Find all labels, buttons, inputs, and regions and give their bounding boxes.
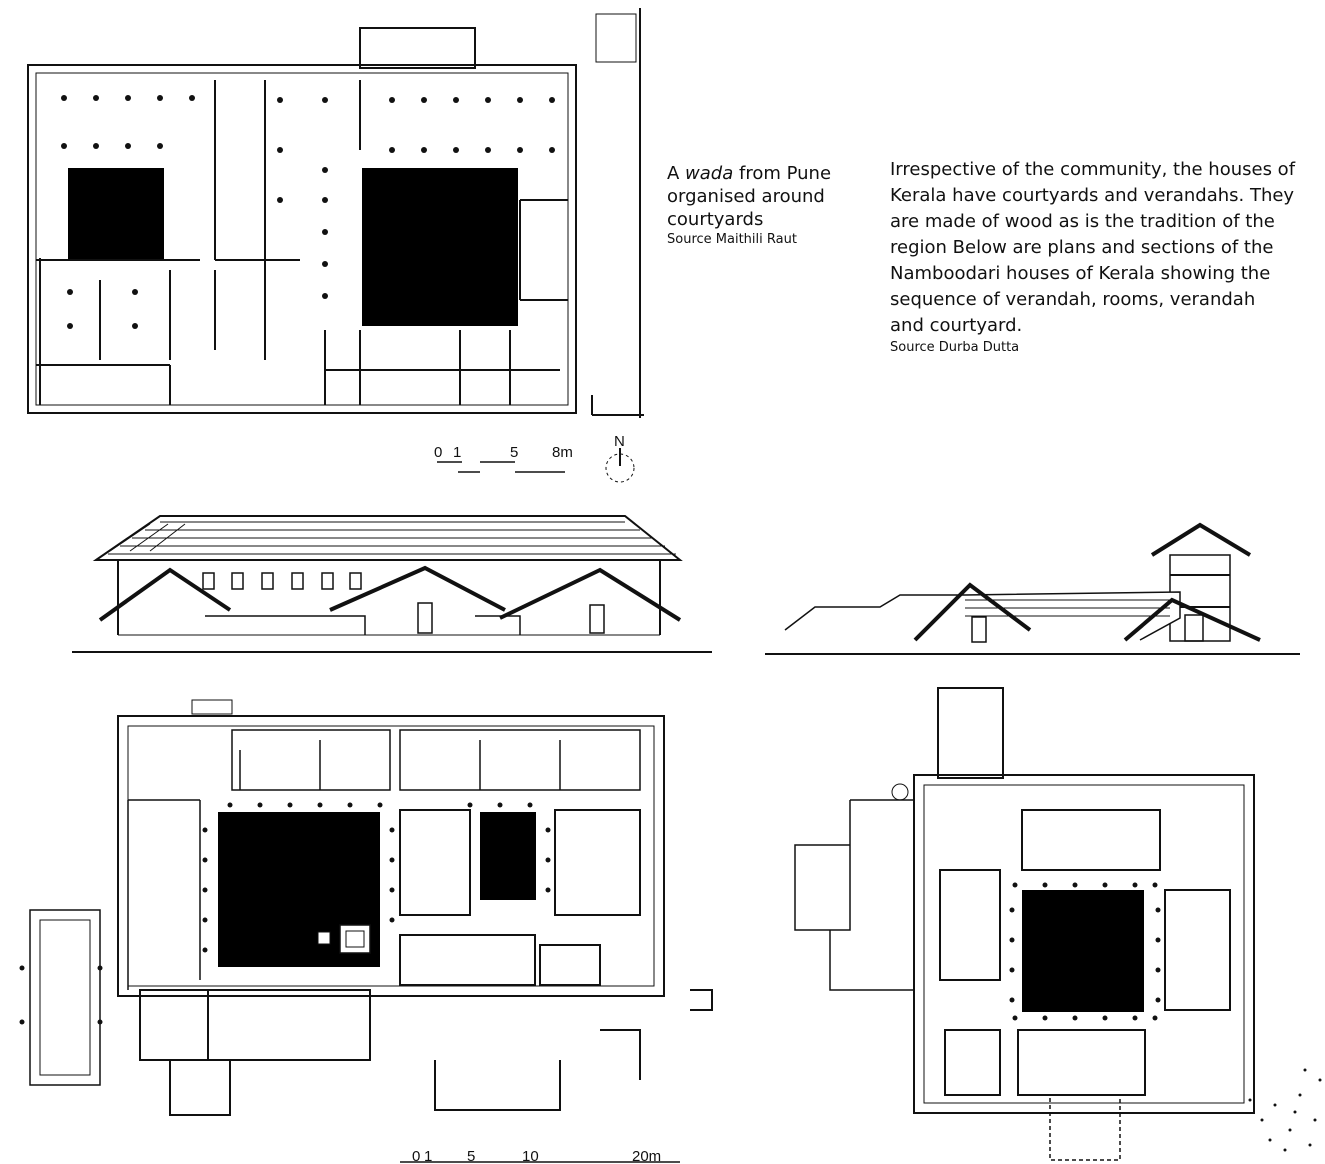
kerala-caption [890, 157, 1320, 357]
north-arrow-icon [606, 448, 634, 482]
wada-caption-em: wada [685, 163, 734, 184]
kerala-caption-source: Source Durba Dutta [890, 340, 1020, 355]
kerala-caption-line: sequence of verandah, rooms, verandah [890, 289, 1256, 310]
wada-caption-line3: courtyards [667, 209, 764, 230]
wada-caption-source: Source Maithili Raut [667, 232, 797, 247]
kerala-plan-small [795, 688, 1322, 1160]
kerala-section-short [765, 525, 1300, 654]
scale-top-8m: 8m [552, 444, 573, 461]
kerala-caption-line: Namboodari houses of Kerala showing the [890, 263, 1271, 284]
wada-caption-post: from Pune [733, 163, 832, 184]
scale-top-5: 5 [510, 444, 519, 461]
scale-bottom-20m: 20m [632, 1148, 662, 1164]
wada-caption-line2: organised around [667, 186, 825, 207]
wada-caption-pre: A [667, 163, 686, 184]
kerala-caption-line: Irrespective of the community, the houses of [890, 159, 1296, 180]
scale-top-1: 1 [453, 444, 462, 461]
wada-floor-plan [28, 8, 644, 418]
scale-top-0: 0 [434, 444, 443, 461]
kerala-section-long [72, 516, 712, 652]
north-label: N [614, 433, 625, 450]
scale-bar-top [437, 462, 565, 472]
kerala-caption-line: and courtyard. [890, 315, 1023, 336]
kerala-caption-line: are made of wood as is the tradition of the [890, 211, 1275, 232]
wada-caption [667, 162, 831, 249]
scale-bottom-1: 1 [424, 1148, 433, 1164]
kerala-caption-line: region Below are plans and sections of the [890, 237, 1274, 258]
scale-bottom-0: 0 [412, 1148, 421, 1164]
kerala-caption-line: Kerala have courtyards and verandahs. They [890, 185, 1295, 206]
wada-caption-line1 [667, 162, 831, 185]
scale-bottom-10: 10 [522, 1148, 539, 1164]
scale-bar-top-labels [434, 444, 573, 461]
scale-bottom-5: 5 [467, 1148, 476, 1164]
kerala-plan-large [20, 700, 713, 1115]
